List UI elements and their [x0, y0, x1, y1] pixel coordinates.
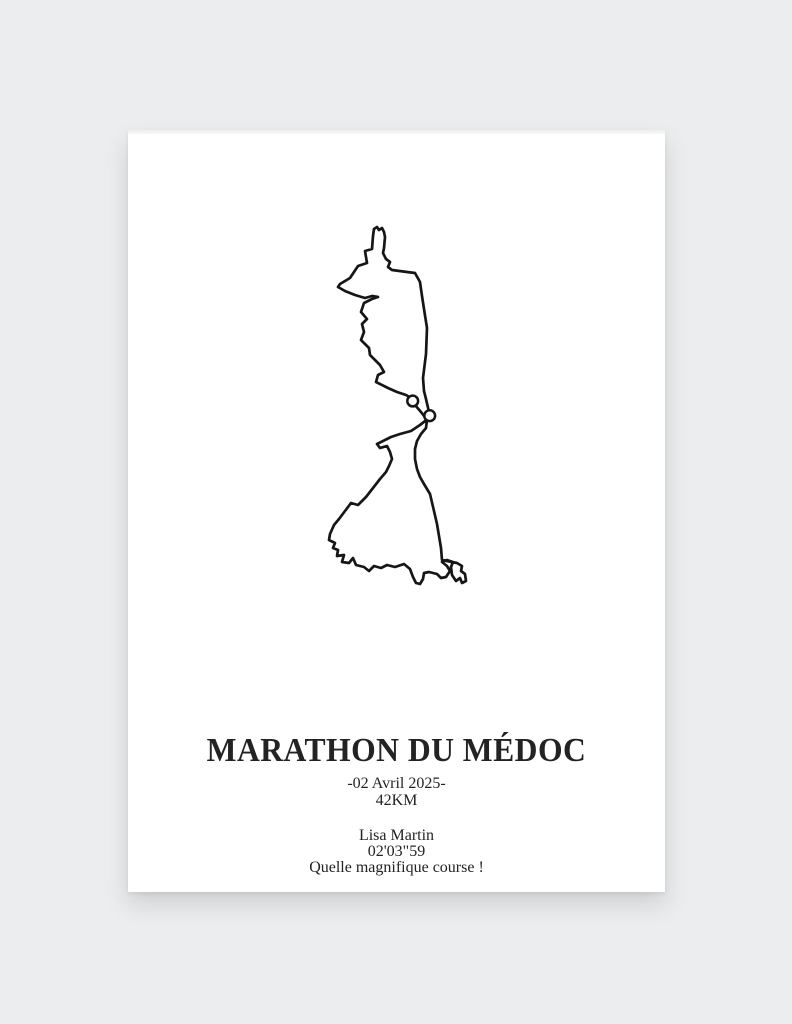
personal-message: Quelle magnifique course ! — [309, 859, 484, 876]
route-north-loop — [338, 227, 429, 412]
finish-time: 02'03"59 — [367, 843, 426, 860]
route-start-marker-icon — [407, 396, 418, 407]
poster-title: MARATHON DU MÉDOC — [206, 732, 587, 769]
route-south-loop — [329, 402, 466, 584]
race-distance: 42KM — [375, 792, 418, 809]
race-date: -02 Avril 2025- — [347, 775, 446, 792]
marathon-poster — [128, 130, 665, 892]
route-finish-marker-icon — [424, 410, 435, 421]
runner-name: Lisa Martin — [358, 827, 435, 844]
